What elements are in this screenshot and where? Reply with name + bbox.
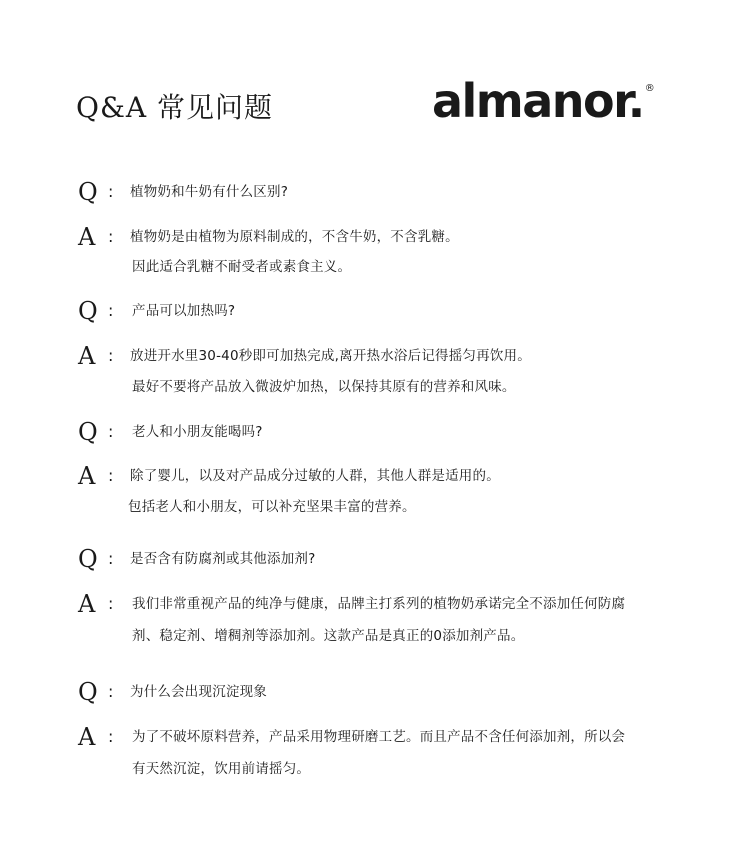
question-text: 为什么会出现沉淀现象 xyxy=(130,684,267,700)
question-marker: Q xyxy=(78,545,98,573)
answer-marker: A xyxy=(78,590,96,618)
answer-line: 植物奶是由植物为原料制成的，不含牛奶，不含乳糖。 xyxy=(130,229,459,245)
answer-line: 为了不破坏原料营养，产品采用物理研磨工艺。而且产品不含任何添加剂，所以会 xyxy=(132,729,626,745)
answer-line: 包括老人和小朋友，可以补充坚果丰富的营养。 xyxy=(128,499,416,515)
question-marker: Q xyxy=(78,418,98,446)
answer-line: 放进开水里30-40秒即可加热完成,离开热水浴后记得摇匀再饮用。 xyxy=(130,348,531,364)
question-text: 是否含有防腐剂或其他添加剂? xyxy=(130,551,316,567)
colon: : xyxy=(108,727,114,746)
answer-line: 我们非常重视产品的纯净与健康，品牌主打系列的植物奶承诺完全不添加任何防腐 xyxy=(132,596,626,612)
question-text: 产品可以加热吗? xyxy=(132,303,236,319)
question-marker: Q xyxy=(78,678,98,706)
colon: : xyxy=(108,301,114,320)
answer-line: 最好不要将产品放入微波炉加热，以保持其原有的营养和风味。 xyxy=(132,379,516,395)
answer-marker: A xyxy=(78,462,96,490)
question-marker: Q xyxy=(78,297,98,325)
answer-line: 有天然沉淀，饮用前请摇匀。 xyxy=(132,761,311,777)
question-marker: Q xyxy=(78,178,98,206)
registered-mark: ® xyxy=(644,83,655,94)
answer-line: 剂、稳定剂、增稠剂等添加剂。这款产品是真正的0添加剂产品。 xyxy=(132,628,525,644)
question-text: 老人和小朋友能喝吗? xyxy=(132,424,263,440)
colon: : xyxy=(108,594,114,613)
answer-marker: A xyxy=(78,723,96,751)
question-text: 植物奶和牛奶有什么区别? xyxy=(130,184,289,200)
answer-marker: A xyxy=(78,223,96,251)
answer-line: 因此适合乳糖不耐受者或素食主义。 xyxy=(132,259,352,275)
colon: : xyxy=(108,227,114,246)
colon: : xyxy=(108,346,114,365)
colon: : xyxy=(108,422,114,441)
page-title: Q&A 常见问题 xyxy=(76,91,274,124)
answer-line: 除了婴儿，以及对产品成分过敏的人群，其他人群是适用的。 xyxy=(130,468,500,484)
colon: : xyxy=(108,182,114,201)
colon: : xyxy=(108,682,114,701)
answer-marker: A xyxy=(78,342,96,370)
brand-name: almanor. xyxy=(432,74,644,128)
colon: : xyxy=(108,466,114,485)
colon: : xyxy=(108,549,114,568)
